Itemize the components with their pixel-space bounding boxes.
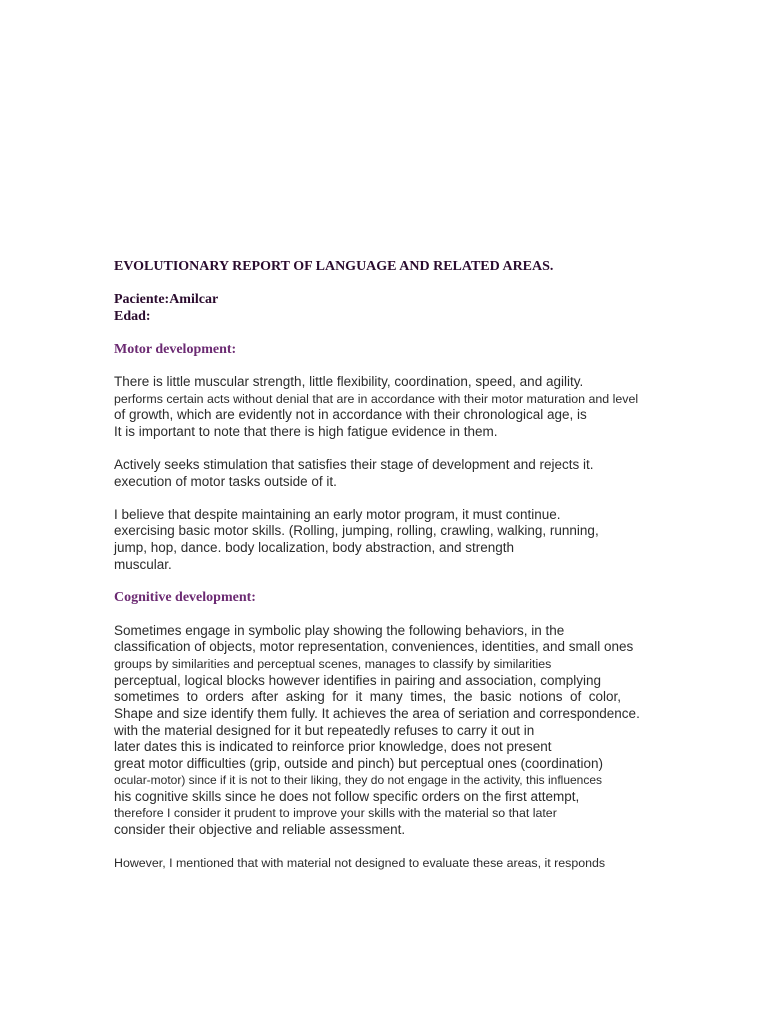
cognitive-text-line: Shape and size identify them fully. It achieves the area of seriation and correspondence. (114, 706, 640, 721)
cognitive-text-line: therefore I consider it prudent to improve your skills with the material so that later (114, 806, 557, 820)
motor-text-line: exercising basic motor skills. (Rolling, jumping, rolling, crawling, walking, running, (114, 523, 599, 538)
cognitive-text-line: consider their objective and reliable assessment. (114, 822, 406, 837)
cognitive-text-line: his cognitive skills since he does not follow specific orders on the first attempt, (114, 789, 580, 804)
cognitive-text-line: later dates this is indicated to reinforce prior knowledge, does not present (114, 739, 552, 754)
age-line: Edad: (114, 309, 151, 324)
motor-text-line: of growth, which are evidently not in accordance with their chronological age, is (114, 407, 587, 422)
motor-text-line: It is important to note that there is high fatigue evidence in them. (114, 424, 498, 439)
cognitive-text-line: with the material designed for it but repeatedly refuses to carry it out in (114, 723, 535, 738)
patient-line: Paciente:Amilcar (114, 292, 219, 307)
cognitive-text-line: groups by similarities and perceptual scenes, manages to classify by similarities (114, 657, 552, 671)
motor-text-line: jump, hop, dance. body localization, body abstraction, and strength (114, 540, 515, 555)
cognitive-text-line: ocular-motor) since if it is not to their liking, they do not engage in the activity, this influences (114, 773, 603, 787)
motor-text-line: Actively seeks stimulation that satisfies their stage of development and rejects it. (114, 457, 594, 472)
motor-text-line: execution of motor tasks outside of it. (114, 474, 337, 489)
motor-text-line: performs certain acts without denial that are in accordance with their motor maturation and level (114, 392, 639, 406)
motor-text-line: There is little muscular strength, little flexibility, coordination, speed, and agility. (114, 374, 584, 389)
cognitive-text-line: Sometimes engage in symbolic play showing the following behaviors, in the (114, 623, 565, 638)
cognitive-text-line: However, I mentioned that with material not designed to evaluate these areas, it responds (114, 856, 606, 870)
motor-text-line: I believe that despite maintaining an early motor program, it must continue. (114, 507, 561, 522)
report-title: EVOLUTIONARY REPORT OF LANGUAGE AND RELATED AREAS. (114, 259, 554, 274)
cognitive-text-line: classification of objects, motor representation, conveniences, identities, and small ones (114, 639, 634, 654)
cognitive-text-line: sometimes to orders after asking for it many times, the basic notions of color, (114, 689, 621, 704)
cognitive-text-line: perceptual, logical blocks however identifies in pairing and association, complying (114, 673, 602, 688)
cognitive-development-heading: Cognitive development: (114, 590, 256, 605)
motor-text-line: muscular. (114, 557, 172, 572)
motor-development-heading: Motor development: (114, 342, 237, 357)
cognitive-text-line: great motor difficulties (grip, outside and pinch) but perceptual ones (coordination) (114, 756, 604, 771)
